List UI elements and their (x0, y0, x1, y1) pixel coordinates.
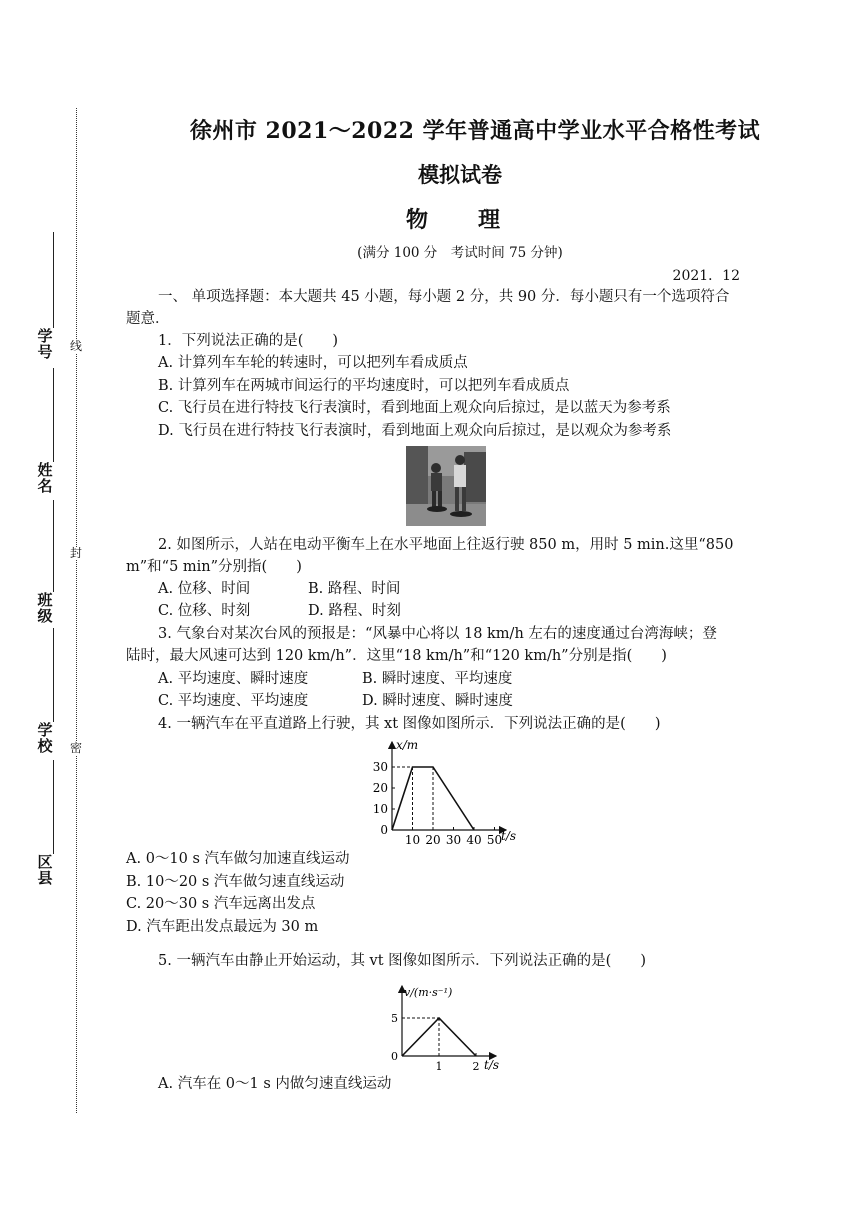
vt-xtick-label: 2 (472, 1060, 480, 1073)
q2-option-d[interactable]: D. 路程、时刻 (308, 603, 401, 619)
q2-stem-cont: m”和“5 min”分别指( ) (126, 559, 302, 575)
exam-info: (满分 100 分 考试时间 75 分钟) (357, 245, 563, 261)
subject-title: 物 理 (405, 207, 514, 233)
vt-ylabel: v/(m·s⁻¹) (404, 986, 453, 999)
vt-ytick-label: 5 (391, 1012, 398, 1025)
q4-option-a[interactable]: A. 0～10 s 汽车做匀加速直线运动 (126, 851, 350, 867)
exam-subtitle: 模拟试卷 (418, 162, 502, 187)
q3-option-a[interactable]: A. 平均速度、瞬时速度 (158, 671, 309, 687)
q2-option-c[interactable]: C. 位移、时刻 (158, 603, 251, 619)
binding-mark-secret: 密 (70, 741, 83, 755)
xt-ytick-label: 30 (372, 760, 388, 774)
q4-option-c[interactable]: C. 20～30 s 汽车远离出发点 (126, 896, 316, 912)
district-blank[interactable] (53, 760, 54, 854)
xt-xtick-label: 10 (404, 833, 421, 847)
q3-option-b[interactable]: B. 瞬时速度、平均速度 (362, 671, 513, 687)
vt-xtick-label: 1 (435, 1060, 443, 1073)
xt-xtick-label: 30 (445, 833, 462, 847)
xt-xtick-label: 40 (466, 833, 482, 847)
binding-mark-seal: 封 (70, 546, 83, 560)
q5-option-a[interactable]: A. 汽车在 0～1 s 内做匀速直线运动 (158, 1076, 392, 1092)
q2-stem: 2. 如图所示，人站在电动平衡车上在水平地面上往返行驶 850 m，用时 5 min.这里“850 (158, 537, 734, 553)
district-label: 区县 (37, 853, 53, 887)
class-blank[interactable] (53, 500, 54, 592)
name-blank[interactable] (53, 368, 54, 462)
q2-option-b[interactable]: B. 路程、时间 (308, 581, 401, 597)
q1-option-a[interactable]: A. 计算列车车轮的转速时，可以把列车看成质点 (158, 355, 468, 371)
q2-option-a[interactable]: A. 位移、时间 (158, 581, 251, 597)
q5-stem: 5. 一辆汽车由静止开始运动，其 vt 图像如图所示．下列说法正确的是( ) (158, 953, 646, 969)
name-label: 姓名 (37, 461, 53, 495)
school-blank[interactable] (53, 628, 54, 722)
xt-ytick-label: 0 (380, 823, 388, 837)
xt-graph (360, 736, 520, 848)
q3-stem: 3. 气象台对某次台风的预报是：“风暴中心将以 18 km/h 左右的速度通过台湾海峡；登 (158, 626, 717, 642)
q1-option-b[interactable]: B. 计算列车在两城市间运行的平均速度时，可以把列车看成质点 (158, 378, 570, 394)
q1-stem: 1．下列说法正确的是( ) (158, 333, 339, 349)
section-heading: 一、 单项选择题：本大题共 45 小题，每小题 2 分，共 90 分．每小题只有一个选项符合 (158, 289, 730, 305)
xt-xlabel: t/s (501, 829, 517, 843)
class-label: 班级 (37, 591, 53, 625)
q4-option-d[interactable]: D. 汽车距出发点最远为 30 m (126, 919, 319, 935)
student-id-blank[interactable] (53, 232, 54, 328)
school-label: 学校 (37, 721, 53, 755)
vt-graph (380, 978, 510, 1076)
xt-ytick-label: 20 (372, 781, 388, 795)
q3-option-c[interactable]: C. 平均速度、平均速度 (158, 693, 309, 709)
xt-ylabel: x/m (396, 738, 419, 752)
q4-option-b[interactable]: B. 10～20 s 汽车做匀速直线运动 (126, 874, 345, 890)
exam-title: 徐州市 2021～2022 学年普通高中学业水平合格性考试 (189, 118, 761, 144)
student-id-label: 学号 (37, 327, 53, 361)
section-heading-cont: 题意． (126, 311, 170, 327)
q4-stem: 4. 一辆汽车在平直道路上行驶，其 xt 图像如图所示．下列说法正确的是( ) (158, 716, 661, 732)
exam-date: 2021．12 (672, 268, 740, 284)
vt-ytick-label: 0 (391, 1050, 398, 1063)
balance-scooter-photo (406, 446, 486, 526)
xt-ytick-label: 10 (372, 802, 388, 816)
vt-xlabel: t/s (484, 1058, 500, 1072)
q1-option-d[interactable]: D. 飞行员在进行特技飞行表演时，看到地面上观众向后掠过，是以观众为参考系 (158, 423, 672, 439)
xt-xtick-label: 50 (486, 833, 503, 847)
q3-stem-cont: 陆时，最大风速可达到 120 km/h”．这里“18 km/h”和“120 km/h”分别是指( ) (126, 648, 667, 664)
binding-dotted-line (76, 108, 77, 1113)
binding-mark-line: 线 (70, 339, 83, 353)
q3-option-d[interactable]: D. 瞬时速度、瞬时速度 (362, 693, 513, 709)
q1-option-c[interactable]: C. 飞行员在进行特技飞行表演时，看到地面上观众向后掠过，是以蓝天为参考系 (158, 400, 671, 416)
xt-xtick-label: 20 (425, 833, 441, 847)
